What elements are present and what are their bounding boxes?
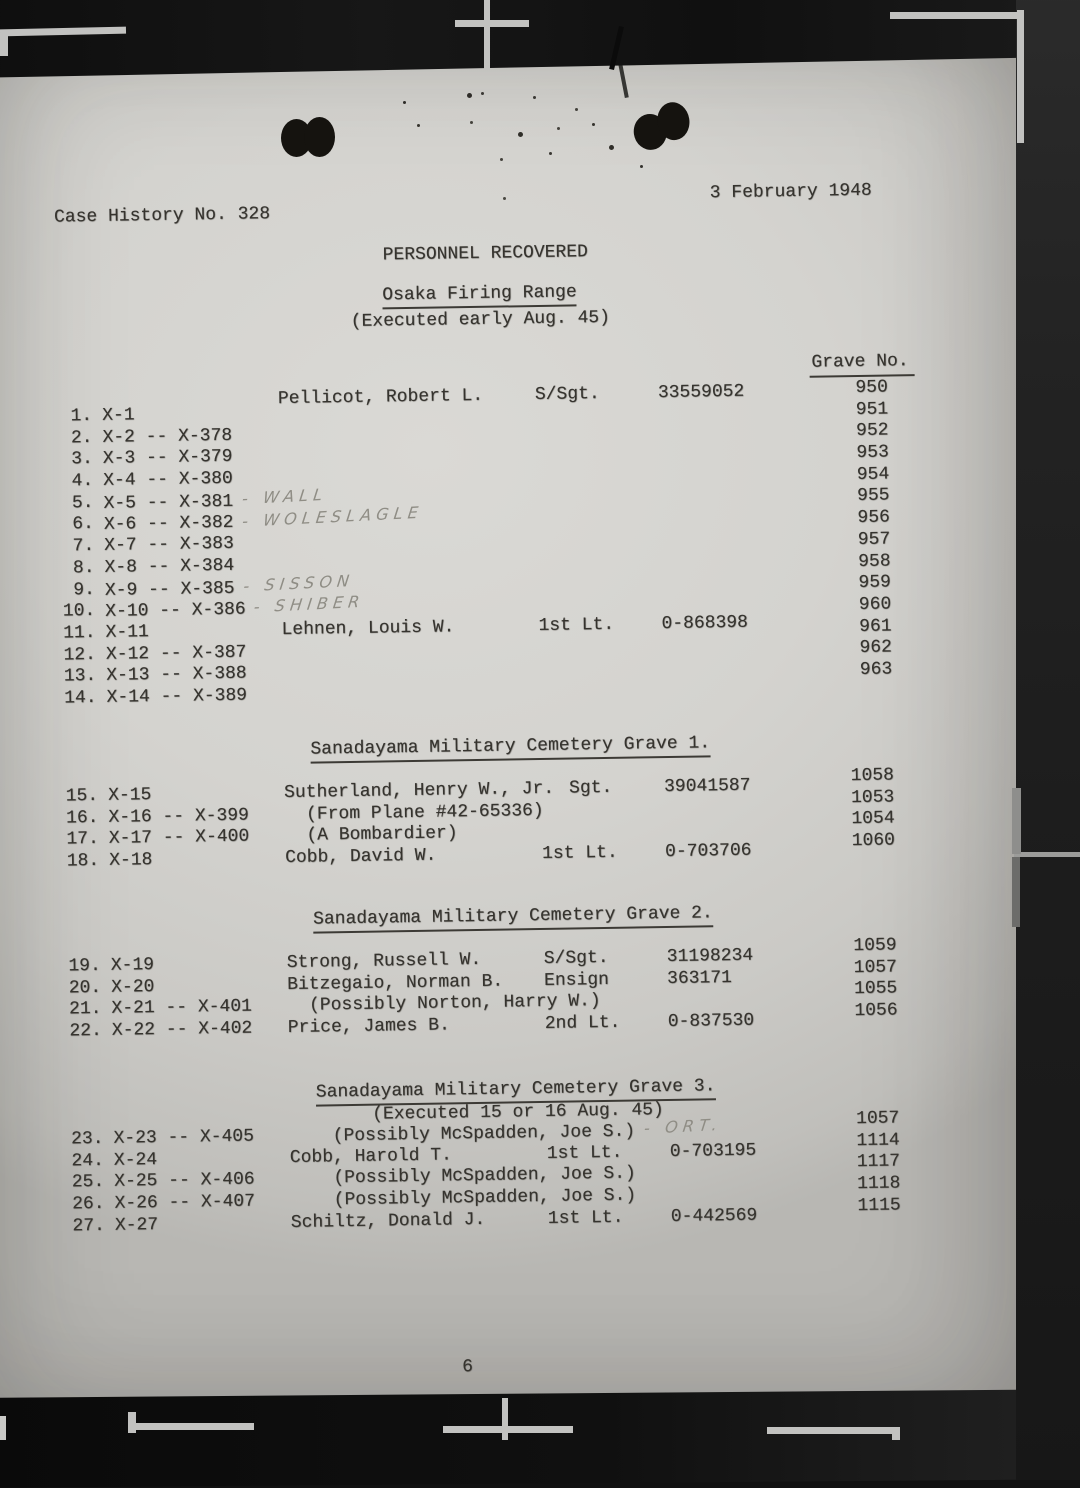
x-reference: X-17 -- X-400 <box>108 826 250 850</box>
rank: S/Sgt. <box>534 384 600 406</box>
recovered-name: (Possibly McSpadden, Joe S.) - ORT. <box>289 1114 723 1147</box>
service-number: 0-868398 <box>661 612 749 634</box>
service-number: 33559052 <box>657 381 745 404</box>
grave-number: 953 <box>856 442 889 464</box>
handwritten-annotation: - SISSON <box>241 570 355 596</box>
recovered-name: (From Plane #42-65336) <box>284 800 544 825</box>
rank: 2nd Lt. <box>544 1012 621 1035</box>
recovered-name: (A Bombardier) <box>284 823 458 847</box>
page-title: PERSONNEL RECOVERED <box>382 242 589 266</box>
recovered-name: (Possibly Norton, Harry W.) <box>287 991 601 1017</box>
entry-number: 8. <box>72 557 95 579</box>
recovered-name: (Possibly McSpadden, Joe S.) <box>290 1163 636 1190</box>
hole-punch-lobe <box>304 117 335 157</box>
paper-edge-highlight <box>1012 788 1021 854</box>
x-reference: X-19 <box>110 955 155 976</box>
x-reference: X-10 -- X-386 - SHIBER <box>105 591 367 623</box>
handwritten-annotation: - SHIBER <box>253 591 367 617</box>
entry-number: 11. <box>63 622 96 644</box>
cemetery-section <box>0 377 1080 712</box>
rank: 1st Lt. <box>547 1207 624 1229</box>
registration-mark-top-left <box>0 33 8 56</box>
grave-number: 951 <box>855 399 889 420</box>
grave-number: 1053 <box>850 787 895 808</box>
grave-number: 1055 <box>853 978 898 1000</box>
section-heading: Sanadayama Military Cemetery Grave 1. <box>310 733 710 763</box>
recovered-name: Lehnen, Louis W. <box>281 617 455 640</box>
section-note: (Executed 15 or 16 Aug. 45) <box>372 1100 664 1125</box>
entry-number: 4. <box>71 471 94 492</box>
service-number: 0-703195 <box>669 1140 757 1162</box>
rank: 1st Lt. <box>541 842 618 865</box>
section-heading: Sanadayama Military Cemetery Grave 3. <box>316 1076 716 1106</box>
entry-number: 23. <box>70 1128 104 1150</box>
grave-number: 1059 <box>853 935 897 957</box>
grave-number: 954 <box>856 464 890 485</box>
entry-number: 18. <box>66 851 100 872</box>
registration-mark-top-center <box>484 0 490 70</box>
section-rows <box>4 935 1080 1044</box>
entry-number: 1. <box>70 405 93 427</box>
registration-mark-top-right <box>890 12 1024 19</box>
photo-border-right <box>1016 0 1080 1480</box>
x-reference: X-12 -- X-387 <box>105 642 247 665</box>
entry-number: 6. <box>72 514 95 535</box>
x-reference: X-7 -- X-383 <box>104 533 234 556</box>
service-number: 0-837530 <box>667 1010 755 1033</box>
location-subtitle: Osaka Firing Range <box>382 282 577 309</box>
entry-number: 19. <box>68 955 101 977</box>
x-reference: X-1 <box>102 405 135 426</box>
x-reference: X-9 -- X-385 - SISSON <box>104 570 355 601</box>
entry-number: 3. <box>71 449 94 470</box>
document-date: 3 February 1948 <box>709 180 872 204</box>
entry-number: 9. <box>73 579 96 600</box>
recovered-name: Schiltz, Donald J. <box>290 1209 486 1233</box>
x-reference: X-26 -- X-407 <box>114 1191 256 1214</box>
entry-number: 17. <box>66 829 99 850</box>
hole-punch <box>630 100 694 153</box>
x-reference: X-13 -- X-388 <box>106 663 247 687</box>
grave-number: 1057 <box>855 1108 900 1130</box>
x-reference: X-25 -- X-406 <box>114 1169 255 1193</box>
grave-number: 1115 <box>857 1195 901 1216</box>
cemetery-section <box>6 1076 1080 1238</box>
entry-number: 16. <box>65 807 99 829</box>
handwritten-annotation: - WOLESLAGLE <box>240 503 424 532</box>
registration-mark-right-middle <box>1014 852 1080 857</box>
x-reference: X-16 -- X-399 <box>108 805 250 828</box>
rank: Sgt. <box>568 777 613 799</box>
grave-number: 1114 <box>856 1130 900 1151</box>
grave-number: 1117 <box>856 1151 901 1173</box>
registration-mark-bottom-center <box>443 1426 573 1433</box>
entry-number: 2. <box>70 427 93 449</box>
entry-number: 21. <box>68 999 102 1020</box>
ink-speckles <box>403 101 406 104</box>
section-rows <box>1 765 1080 875</box>
rank: 1st Lt. <box>546 1142 623 1164</box>
grave-number: 1056 <box>854 1000 898 1022</box>
grave-number: 957 <box>857 529 891 550</box>
grave-number: 1118 <box>856 1173 901 1195</box>
entry-number: 12. <box>63 644 97 666</box>
recovered-name: Sutherland, Henry W., Jr. <box>283 778 555 804</box>
grave-number: 956 <box>857 507 891 529</box>
x-reference: X-3 -- X-379 <box>102 447 233 470</box>
handwritten-annotation: - WALL <box>240 484 329 508</box>
service-number: 31198234 <box>666 945 754 968</box>
x-reference: X-4 -- X-380 <box>103 468 233 491</box>
grave-number: 955 <box>856 485 890 507</box>
grave-number: 1058 <box>850 765 895 787</box>
grave-number: 952 <box>855 420 889 442</box>
x-reference: X-14 -- X-389 <box>106 685 248 708</box>
x-reference: X-23 -- X-405 <box>113 1126 255 1149</box>
rank: 1st Lt. <box>538 614 615 636</box>
x-reference: X-21 -- X-401 <box>111 996 253 1020</box>
recovered-name: Cobb, Harold T. <box>289 1145 453 1168</box>
x-reference: X-2 -- X-378 <box>102 425 233 448</box>
section-heading: Sanadayama Military Cemetery Grave 2. <box>313 903 713 933</box>
entry-number: 26. <box>71 1193 105 1215</box>
execution-note: (Executed early Aug. 45) <box>350 307 611 332</box>
entry-number: 22. <box>69 1020 102 1042</box>
grave-number: 1060 <box>851 830 896 852</box>
x-reference: X-22 -- X-402 <box>111 1018 253 1041</box>
grave-number: 963 <box>859 659 893 680</box>
rank: Ensign <box>543 969 610 991</box>
grave-number: 959 <box>858 572 892 594</box>
grave-number: 958 <box>857 550 891 572</box>
x-reference: X-24 <box>113 1149 158 1171</box>
grave-number: 962 <box>859 637 893 659</box>
x-reference: X-20 <box>110 976 155 998</box>
entry-number: 7. <box>72 536 95 557</box>
registration-mark-bottom-right <box>892 1427 900 1440</box>
service-number: 0-442569 <box>670 1205 758 1227</box>
recovered-name: (Possibly McSpadden, Joe S.) <box>290 1185 637 1212</box>
recovered-name: Bitzegaio, Norman B. <box>286 971 504 995</box>
registration-mark-left-edge <box>0 1416 6 1440</box>
section-rows <box>0 377 1080 712</box>
entry-number: 14. <box>64 687 97 709</box>
service-number: 39041587 <box>663 775 751 798</box>
case-number: Case History No. 328 <box>53 204 271 228</box>
grave-number: 1054 <box>851 808 895 830</box>
x-reference: X-8 -- X-384 <box>104 555 235 578</box>
recovered-name: Price, James B. <box>287 1015 450 1039</box>
recovered-name: Cobb, David W. <box>284 845 437 869</box>
paper-edge-highlight <box>1012 857 1020 927</box>
hole-punch <box>281 117 337 159</box>
entry-number: 15. <box>65 785 99 807</box>
grave-column-header: Grave No. <box>809 351 915 378</box>
cemetery-section <box>4 903 1080 1044</box>
registration-mark-bottom-center <box>502 1398 508 1440</box>
registration-mark-bottom-left <box>128 1423 254 1430</box>
registration-mark-top-center <box>455 20 529 27</box>
x-reference: X-11 <box>105 622 149 643</box>
recovered-name: Strong, Russell W. <box>286 949 482 974</box>
entry-number: 20. <box>68 977 102 999</box>
entry-number: 24. <box>71 1150 105 1172</box>
photo-border-bottom <box>0 1389 1080 1488</box>
grave-number: 960 <box>858 594 892 615</box>
page-number: 6 <box>462 1357 474 1378</box>
x-reference: X-15 <box>107 785 152 806</box>
cemetery-section <box>1 733 1080 875</box>
x-reference: X-6 -- X-382 - WOLESLAGLE <box>103 503 424 536</box>
x-reference: X-5 -- X-381 - WALL <box>103 484 329 514</box>
rank: S/Sgt. <box>543 947 609 969</box>
entry-number: 27. <box>72 1215 106 1237</box>
registration-mark-top-right <box>1017 10 1024 143</box>
entry-number: 13. <box>63 666 97 687</box>
service-number: 363171 <box>666 967 733 989</box>
service-number: 0-703706 <box>664 840 752 863</box>
x-reference: X-18 <box>109 850 153 871</box>
entry-number: 5. <box>71 492 94 514</box>
x-reference: X-27 <box>114 1214 159 1236</box>
entry-number: 10. <box>62 601 96 622</box>
registration-mark-bottom-right <box>767 1427 900 1434</box>
grave-number: 1057 <box>853 957 898 978</box>
handwritten-annotation: - ORT. <box>642 1114 723 1138</box>
grave-number: 950 <box>855 377 888 399</box>
grave-number: 961 <box>859 616 892 637</box>
recovered-name: Pellicot, Robert L. <box>277 385 484 410</box>
entry-number: 25. <box>71 1172 105 1193</box>
